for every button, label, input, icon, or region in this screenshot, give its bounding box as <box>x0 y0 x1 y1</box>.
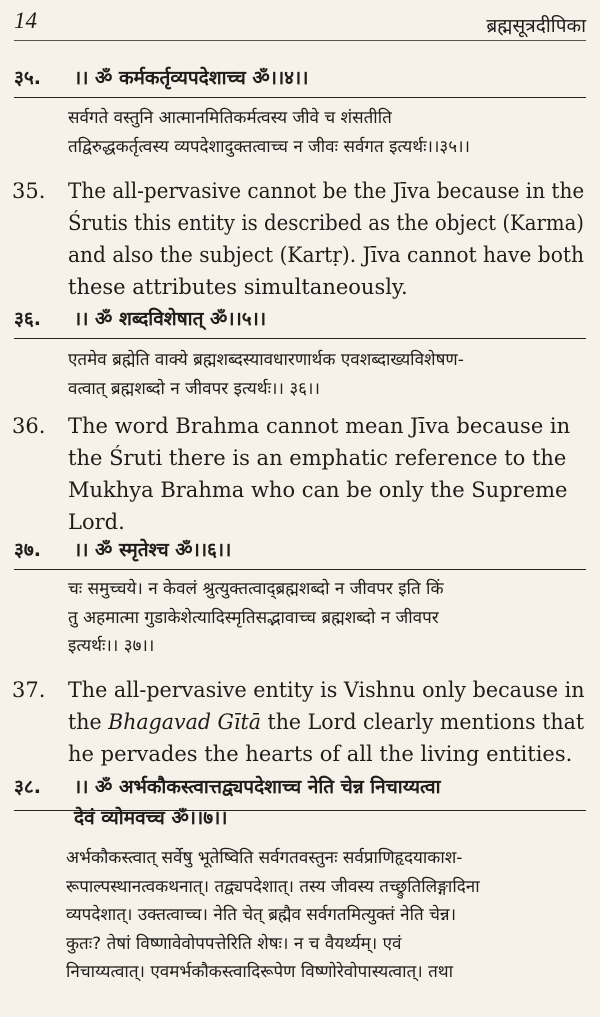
commentary-line: कुतः? तेषां विष्णावेवोपपत्तेरिति शेषः। न च वैयर्थ्यम्। एवं <box>66 933 402 954</box>
sutra-text <box>74 772 586 834</box>
running-title: ब्रह्मसूत्रदीपिका <box>486 15 586 37</box>
commentary-35 <box>68 104 584 161</box>
commentary-line: अर्भकौकस्त्वात् सर्वेषु भूतेष्विति सर्वगतवस्तुनः सर्वप्राणिहृदयाकाश- <box>66 848 463 868</box>
sutra-text: ।। ॐ शब्दविशेषात् ॐ।।५।। <box>74 308 267 330</box>
translation-line: Śrutis this entity is described as the object (Karma) <box>68 211 585 235</box>
sutra-heading-38 <box>14 772 586 829</box>
translation-fragment: the Lord clearly mentions that <box>260 710 585 734</box>
page-header <box>14 6 586 41</box>
translation-number: 35. <box>12 179 46 203</box>
commentary-line: वत्वात् ब्रह्मशब्दो न जीवपर इत्यर्थः।। ३६।। <box>68 378 320 399</box>
commentary-line: तु अहमात्मा गुडाकेशेत्यादिस्मृतिसद्भावाच्च ब्रह्मशब्दो न जीवपर <box>68 607 439 628</box>
commentary-line: व्यपदेशात्। उक्तत्वाच्च। नेति चेत् ब्रह्मैव सर्वगतमित्युक्तं नेति चेन्न। <box>66 905 457 925</box>
page-number: 14 <box>14 8 37 33</box>
translation-number: 37. <box>12 678 46 702</box>
commentary-line: रूपाल्पस्थानत्वकथनात्। तद्व्यपदेशात्। तस्य जीवस्य तच्छ्रुतिलिङ्गादिना <box>66 876 480 897</box>
translation-line <box>68 706 585 738</box>
commentary-line: सर्वगते वस्तुनि आत्मानमितिकर्मत्वस्य जीवे च शंसतीति <box>68 108 392 128</box>
translation-line: the Śruti there is an emphatic reference to the <box>68 446 567 470</box>
sutra-number: ३६. <box>14 308 41 330</box>
translation-line: and also the subject (Kartṛ). Jīva cannot have both <box>68 243 584 267</box>
commentary-line: निचाय्यत्वात्। एवमर्भकौकस्त्वादिरूपेण विष्णोरेवोपास्यत्वात्। तथा <box>66 962 454 982</box>
commentary-line: तद्विरुद्धकर्तृत्वस्य व्यपदेशादुक्तत्वाच्च न जीवः सर्वगत इत्यर्थः।।३५।। <box>68 136 470 157</box>
commentary-line: इत्यर्थः।। ३७।। <box>68 636 155 656</box>
sutra-heading-35 <box>14 64 586 90</box>
commentary-38 <box>66 844 584 987</box>
sutra-heading-37 <box>14 536 586 562</box>
translation-line: he pervades the hearts of all the living entities. <box>68 742 573 766</box>
translation-number: 36. <box>12 414 46 438</box>
book-title: Bhagavad Gītā <box>108 710 261 734</box>
translation-line: The all-pervasive cannot be the Jīva because in the <box>68 179 585 203</box>
sutra-number: ३८. <box>14 776 41 798</box>
sutra-heading-36 <box>14 305 586 331</box>
sutra-text: ।। ॐ कर्मकर्तृव्यपदेशाच्च ॐ।।४।। <box>74 67 309 89</box>
sutra-text: ।। ॐ स्मृतेश्च ॐ।।६।। <box>74 539 232 561</box>
commentary-line: एतमेव ब्रह्मेति वाक्ये ब्रह्मशब्दस्यावधारणार्थक एवशब्दाख्यविशेषण- <box>68 350 464 370</box>
translation-line: Lord. <box>68 510 125 534</box>
translation-fragment: the <box>68 710 109 734</box>
translation-line: The word Brahma cannot mean Jīva because in <box>68 414 571 438</box>
commentary-36 <box>68 346 584 403</box>
sutra-number: ३५. <box>14 67 41 89</box>
commentary-37 <box>68 575 584 661</box>
translation-line: Mukhya Brahma who can be only the Supreme <box>68 478 568 502</box>
sutra-line: देवं व्योमवच्च ॐ।।७।। <box>74 807 228 829</box>
sutra-line: ।। ॐ अर्भकौकस्त्वात्तद्व्यपदेशाच्च नेति चेन्न निचाय्यत्वा <box>74 776 441 798</box>
translation-line: these attributes simultaneously. <box>68 275 408 299</box>
sutra-number: ३७. <box>14 539 41 561</box>
commentary-line: चः समुच्चये। न केवलं श्रुत्युक्तत्वाद्ब्रह्मशब्दो न जीवपर इति किं <box>68 579 444 599</box>
translation-line: The all-pervasive entity is Vishnu only because in <box>68 678 585 702</box>
